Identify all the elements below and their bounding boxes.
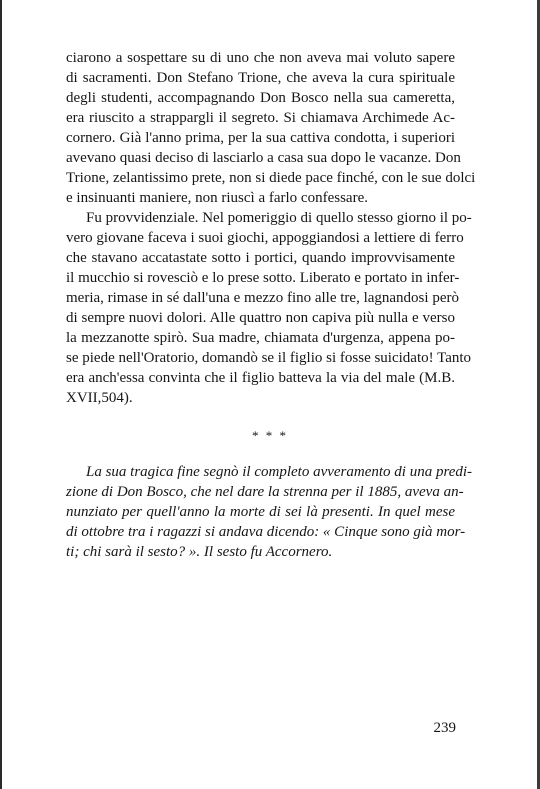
text-line: di sacramenti. Don Stefano Trione, che aveva la cura spirituale [66, 70, 455, 86]
text-line: nunziato per quell'anno la morte di sei là presenti. In quel mese [66, 504, 455, 520]
text-line: La sua tragica fine segnò il completo avveramento di una predi- [86, 464, 473, 480]
text-line: zione di Don Bosco, che nel dare la strenna per il 1885, aveva an- [66, 484, 464, 500]
text-line: meria, rimase in sé dall'una e mezzo fino alle tre, lagnandosi però [66, 290, 459, 306]
text-line: la mezzanotte spirò. Sua madre, chiamata d'urgenza, appena po- [66, 330, 455, 346]
text-line: che stavano accatastate sotto i portici, quando improvvisamente [66, 250, 455, 266]
section-separator: * * * [252, 428, 288, 443]
text-line: Trione, zelantissimo prete, non si diede pace finché, con le sue dolci [66, 170, 476, 186]
text-line: cornero. Già l'anno prima, per la sua cattiva condotta, i superiori [66, 130, 455, 146]
text-line: vero giovane faceva i suoi giochi, appoggiandosi a lettiere di ferro [66, 230, 464, 246]
text-line: era riuscito a strappargli il segreto. Si chiamava Archimede Ac- [66, 110, 455, 126]
text-line: di sempre nuovi dolori. Alle quattro non capiva più nulla e verso [66, 310, 455, 326]
scan-edge-left [0, 0, 2, 789]
text-line: Fu provvidenziale. Nel pomeriggio di quello stesso giorno il po- [86, 210, 472, 226]
text-line: era anch'essa convinta che il figlio batteva la via del male (M.B. [66, 370, 455, 386]
text-line: se piede nell'Oratorio, domandò se il figlio si fosse suicidato! Tanto [66, 350, 472, 366]
text-line: di ottobre tra i ragazzi si andava dicendo: « Cinque sono già mor- [66, 524, 466, 540]
text-line: e insinuanti maniere, non riuscì a farlo confessare. [66, 190, 368, 206]
text-line: ciarono a sospettare su di uno che non aveva mai voluto sapere [66, 50, 455, 66]
text-line: ti; chi sarà il sesto? ». Il sesto fu Accornero. [66, 544, 333, 560]
text-line: avevano quasi deciso di lasciarlo a casa sua dopo le vacanze. Don [66, 150, 461, 166]
text-line: il mucchio si rovesciò e lo prese sotto. Liberato e portato in infer- [66, 270, 460, 286]
page-number: 239 [433, 720, 456, 736]
text-line: XVII,504). [66, 390, 133, 406]
text-line: degli studenti, accompagnando Don Bosco nella sua cameretta, [66, 90, 455, 106]
